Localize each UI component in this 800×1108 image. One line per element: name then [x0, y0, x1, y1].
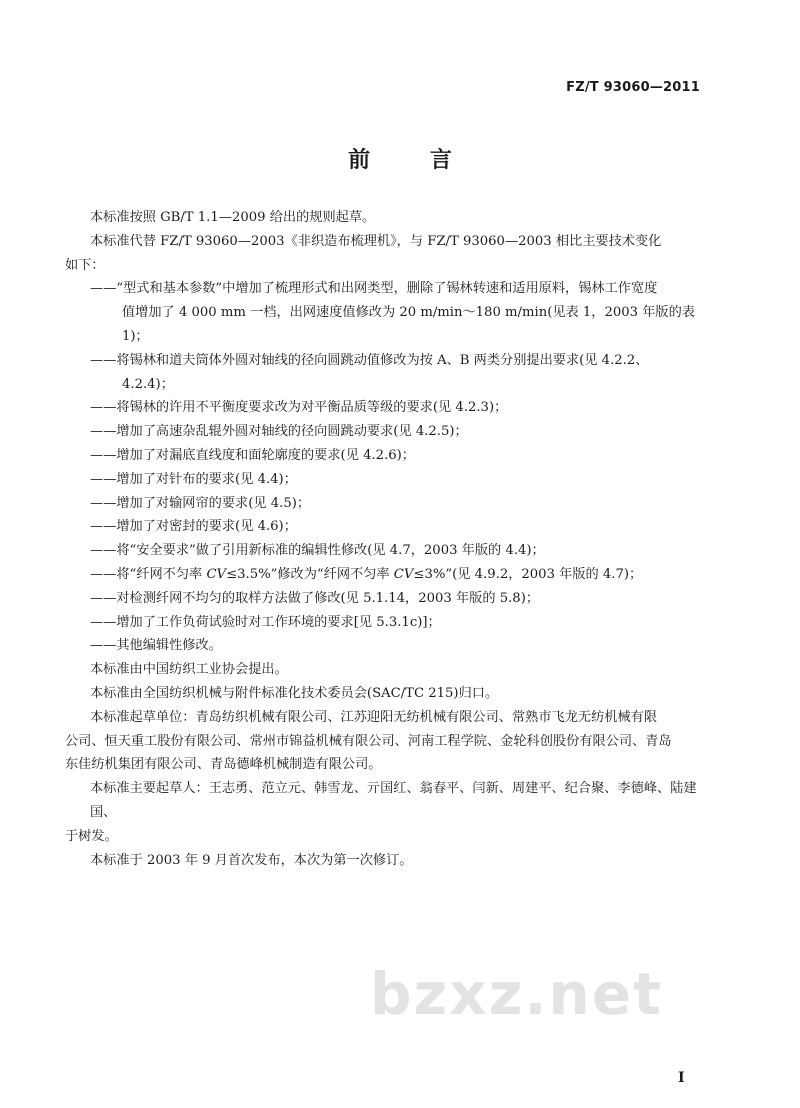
change-10-part-b: ≤3.5%”修改为“纤网不匀率 — [226, 566, 394, 582]
cv-symbol: CV — [206, 566, 227, 582]
list-item: ——增加了对漏底直线度和面轮廓度的要求(见 4.2.6)； — [90, 447, 415, 463]
changes-list — [90, 277, 712, 658]
change-10-part-c: ≤3%”(见 4.9.2，2003 年版的 4.7)； — [413, 566, 643, 582]
list-item: ——增加了对密封的要求(见 4.6)； — [90, 519, 297, 535]
drafting-units-line1: 本标准起草单位：青岛纺织机械有限公司、江苏迎阳无纺机械有限公司、常熟市飞龙无纺机械有限 — [90, 709, 658, 725]
paragraph-centralized-by: 本标准由全国纺织机械与附件标准化技术委员会(SAC/TC 215)归口。 — [90, 685, 499, 701]
paragraph-replaces-line1: 本标准代替 FZ/T 93060—2003《非织造布梳理机》，与 FZ/T 93060—2003 相比主要技术变化 — [90, 233, 662, 249]
document-body — [65, 206, 712, 872]
list-item: ——将锡林的许用不平衡度要求改为对平衡品质等级的要求(见 4.2.3)； — [90, 400, 508, 416]
paragraph-replaces — [65, 230, 712, 278]
change-10-part-a: ——将“纤网不匀率 — [90, 566, 207, 582]
cv-symbol: CV — [393, 566, 414, 582]
paragraph-drafting-rules: 本标准按照 GB/T 1.1—2009 给出的规则起草。 — [90, 210, 376, 225]
change-1-line2: 值增加了 4 000 mm 一档，出网速度值修改为 20 m/min～180 m/min(见表 1，2003 年版的表 1)； — [122, 305, 695, 344]
change-2-line1: ——将锡林和道夫筒体外圆对轴线的径向圆跳动值修改为按 A、B 两类分别提出要求(见 4.2.2、 — [90, 352, 649, 368]
change-2-line2: 4.2.4)； — [122, 376, 174, 392]
list-item — [90, 349, 712, 397]
watermark: bzxz.net — [370, 960, 663, 1028]
paragraph-replaces-line2: 如下： — [65, 257, 105, 273]
list-item: ——增加了对输网帘的要求(见 4.5)； — [90, 495, 311, 511]
page-number: I — [678, 1070, 685, 1086]
paragraph-drafting-units — [65, 706, 712, 777]
standard-code: FZ/T 93060—2011 — [566, 80, 700, 95]
paragraph-history: 本标准于 2003 年 9 月首次发布，本次为第一次修订。 — [90, 852, 413, 868]
drafters-line1: 本标准主要起草人：王志勇、范立元、韩雪龙、亓国红、翁春平、闫新、周建平、纪合聚、李德峰、陆建国、 — [90, 781, 697, 820]
list-item: ——对检测纤网不均匀的取样方法做了修改(见 5.1.14，2003 年版的 5.8)； — [90, 590, 540, 606]
list-item — [90, 277, 712, 348]
change-1-line1: ——“型式和基本参数”中增加了梳理形式和出网类型，删除了锡林转速和适用原料，锡林工作宽度 — [90, 281, 658, 297]
list-item: ——增加了工作负荷试验时对工作环境的要求[见 5.3.1c)]； — [90, 614, 441, 630]
list-item: ——增加了对针布的要求(见 4.4)； — [90, 471, 297, 487]
list-item: ——其他编辑性修改。 — [90, 638, 222, 654]
list-item: ——将“安全要求”做了引用新标准的编辑性修改(见 4.7，2003 年版的 4.4)； — [90, 543, 545, 559]
paragraph-drafters — [65, 777, 712, 848]
drafting-units-line3: 东佳纺机集团有限公司、青岛德峰机械制造有限公司。 — [65, 757, 382, 773]
list-item — [90, 563, 712, 587]
paragraph-proposed-by: 本标准由中国纺织工业协会提出。 — [90, 662, 288, 678]
list-item: ——增加了高速杂乱辊外圆对轴线的径向圆跳动要求(见 4.2.5)； — [90, 424, 468, 440]
page-title: 前 言 — [348, 147, 478, 173]
drafting-units-line2: 公司、恒天重工股份有限公司、常州市锦益机械有限公司、河南工程学院、金轮科创股份有限公司、青岛 — [65, 733, 672, 749]
drafters-line2: 于树发。 — [65, 828, 118, 844]
